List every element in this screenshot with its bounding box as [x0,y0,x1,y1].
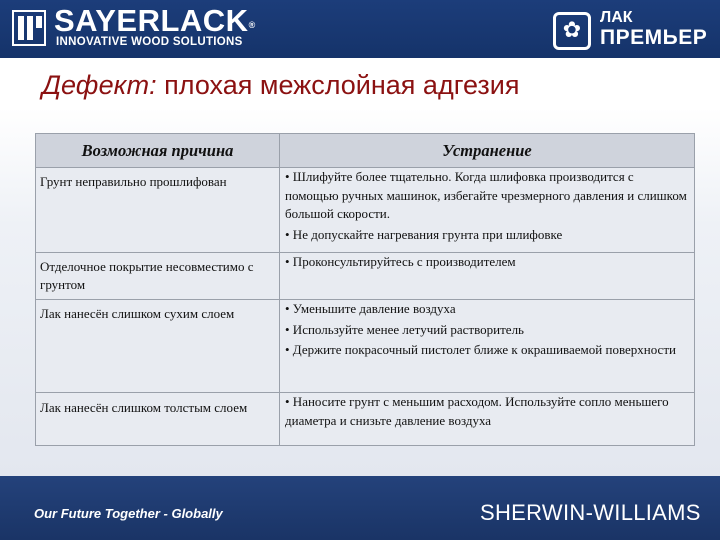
table-header-row [36,134,695,168]
table-row [36,253,695,300]
partner-logo-small: ЛАК [600,9,633,26]
title-text: плохая межслойная адгезия [156,70,520,100]
footer-slogan: Our Future Together - Globally [34,506,223,521]
lak-premier-logo-icon: ✿ [553,12,591,50]
fix-item: • Проконсультируйтесь с производителем [285,254,516,269]
fix-item: • Держите покрасочный пистолет ближе к окрашиваемой поверхности [285,342,676,357]
fix-item: • Уменьшите давление воздуха [285,301,456,316]
defect-table [35,133,695,446]
footer-band [0,476,720,540]
sherwin-williams-logo: SHERWIN-WILLIAMS [480,500,701,525]
fix-item: • Наносите грунт с меньшим расходом. Используйте сопло меньшего диаметра и снизьте давление воздуха [285,394,669,428]
brand-name: SAYERLACK® [54,3,256,38]
sayerlack-logo-icon [12,10,46,46]
fix-cell [280,300,695,393]
cause-cell: Грунт неправильно прошлифован [40,174,227,189]
table-row [36,168,695,253]
cause-cell: Лак нанесён слишком сухим слоем [40,306,235,321]
column-header-fix: Устранение [280,134,695,168]
column-header-cause: Возможная причина [36,134,280,168]
slide-title [42,70,519,101]
title-label: Дефект: [42,70,157,100]
brand-tagline: INNOVATIVE WOOD SOLUTIONS [56,36,243,48]
cause-cell: Лак нанесён слишком толстым слоем [40,400,248,415]
fix-cell [280,253,695,300]
fix-cell [280,168,695,253]
header-band [0,0,720,58]
table-row [36,300,695,393]
fix-cell [280,393,695,446]
cause-cell: Отделочное покрытие несовместимо с грунтом [40,259,254,292]
table-row [36,393,695,446]
fix-item: • Шлифуйте более тщательно. Когда шлифовка производится с помощью ручных машинок, избегайте чрезмерного давления и слишком большой скорости. [285,169,687,221]
fix-item: • Используйте менее летучий растворитель [285,321,524,337]
partner-logo-big: ПРЕМЬЕР [600,26,708,49]
fix-item: • Не допускайте нагревания грунта при шлифовке [285,226,563,242]
